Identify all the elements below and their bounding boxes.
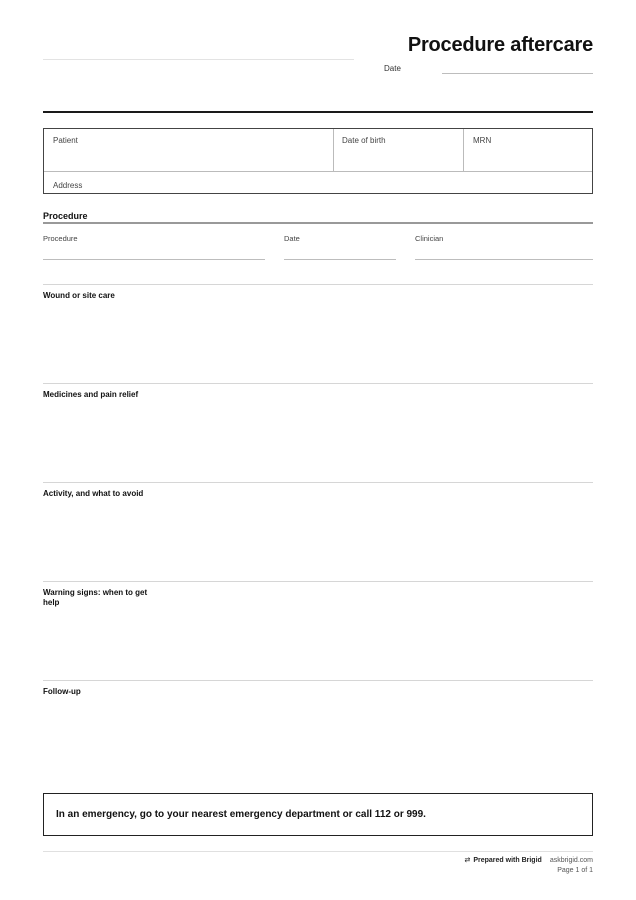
patient-box-divider bbox=[333, 129, 334, 171]
procedure-date-label: Date bbox=[284, 234, 300, 243]
emergency-notice bbox=[43, 793, 593, 836]
footer-divider bbox=[43, 851, 593, 852]
section-divider bbox=[43, 680, 593, 681]
header-date-field[interactable] bbox=[442, 73, 593, 74]
follow-up-heading: Follow-up bbox=[43, 687, 81, 696]
procedure-field[interactable] bbox=[43, 259, 265, 260]
patient-box-row-divider bbox=[44, 171, 592, 172]
footer bbox=[464, 856, 593, 876]
section-divider bbox=[43, 284, 593, 285]
header-divider bbox=[43, 111, 593, 113]
wound-care-area[interactable] bbox=[43, 304, 593, 380]
emergency-text: In an emergency, go to your nearest emergency department or call 112 or 999. bbox=[56, 809, 426, 820]
page-number: Page 1 of 1 bbox=[557, 867, 593, 874]
patient-box-divider bbox=[463, 129, 464, 171]
section-divider bbox=[43, 383, 593, 384]
prepared-with-text: Prepared with Brigid bbox=[473, 857, 542, 864]
procedure-heading: Procedure bbox=[43, 211, 88, 221]
page-title: Procedure aftercare bbox=[407, 34, 593, 56]
clinician-label: Clinician bbox=[415, 234, 444, 243]
mrn-label: MRN bbox=[473, 136, 492, 145]
medicines-heading: Medicines and pain relief bbox=[43, 390, 139, 399]
procedure-date-field[interactable] bbox=[284, 259, 396, 260]
warning-signs-heading: Warning signs: when to get help bbox=[43, 588, 148, 607]
activity-heading: Activity, and what to avoid bbox=[43, 489, 144, 498]
footer-site-link[interactable]: askbrigid.com bbox=[549, 857, 593, 864]
patient-details-box bbox=[43, 128, 593, 194]
section-divider bbox=[43, 482, 593, 483]
medicines-area[interactable] bbox=[43, 403, 593, 479]
brigid-logo-icon: ⇄ bbox=[464, 857, 471, 864]
address-label: Address bbox=[53, 181, 83, 190]
follow-up-area[interactable] bbox=[43, 700, 593, 786]
header-date-label: Date bbox=[384, 64, 401, 73]
section-divider bbox=[43, 581, 593, 582]
wound-care-heading: Wound or site care bbox=[43, 291, 115, 300]
procedure-divider bbox=[43, 222, 593, 224]
procedure-field-label: Procedure bbox=[43, 234, 78, 243]
date-of-birth-label: Date of birth bbox=[342, 136, 386, 145]
clinician-field[interactable] bbox=[415, 259, 593, 260]
warning-signs-area[interactable] bbox=[43, 611, 593, 677]
logo-placeholder-line bbox=[43, 59, 354, 60]
patient-name-label: Patient bbox=[53, 136, 78, 145]
activity-area[interactable] bbox=[43, 502, 593, 578]
